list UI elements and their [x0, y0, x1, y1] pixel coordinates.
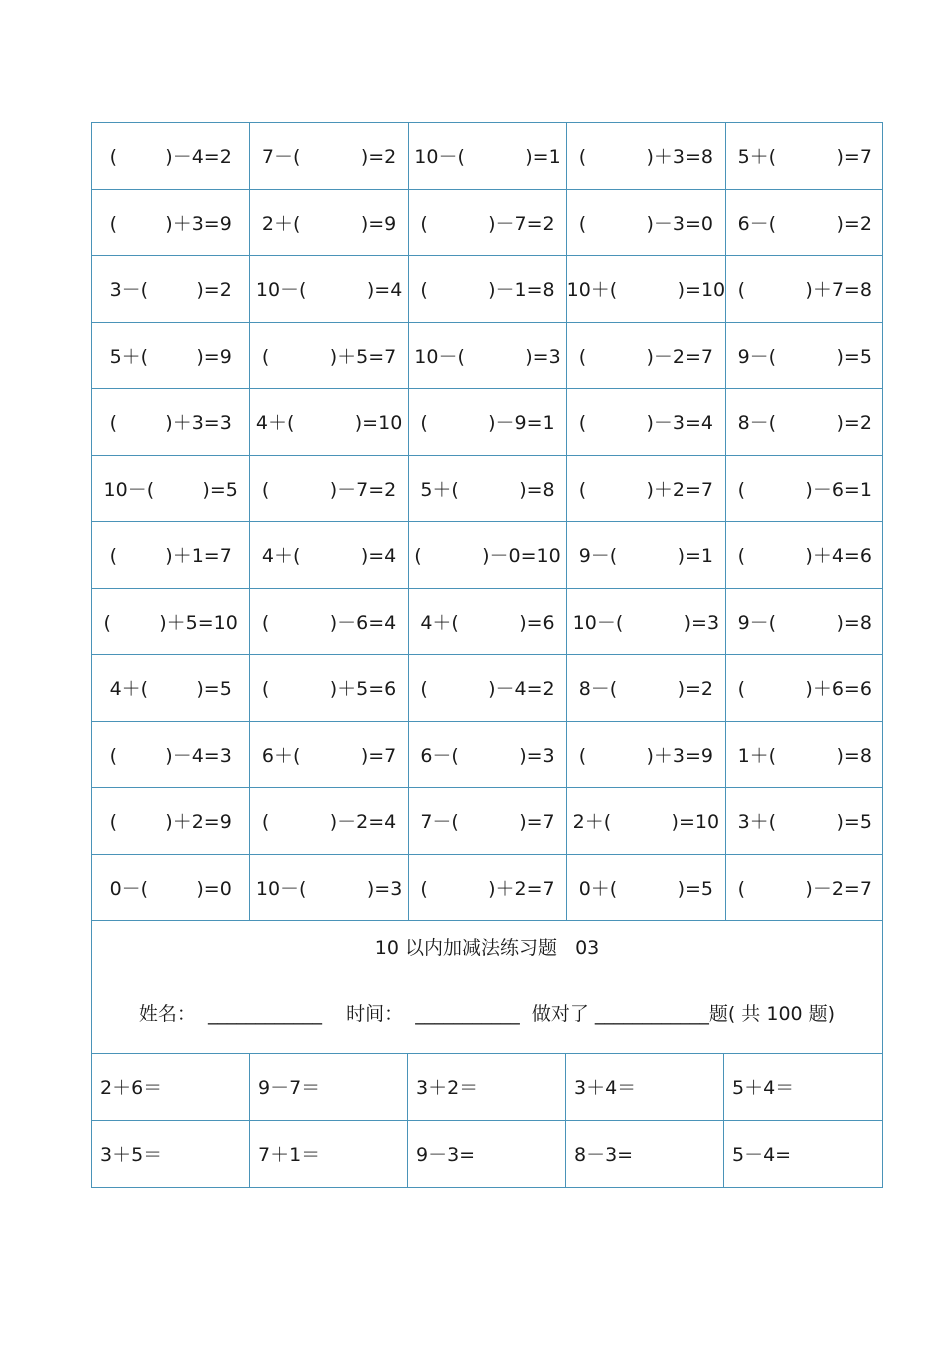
exercise-cell: 4＋( )=5 [92, 655, 250, 721]
exercise-cell: 10－( )=3 [409, 323, 567, 389]
exercise-row [92, 855, 882, 922]
question-cell: 9－3= [408, 1121, 566, 1188]
question-cell: 9－7＝ [250, 1054, 408, 1120]
exercise-cell: 2＋( )=10 [567, 788, 725, 854]
exercise-cell: ( )＋2=7 [409, 855, 567, 921]
exercise-cell: ( )＋2=9 [92, 788, 250, 854]
exercise-cell: 6－( )=2 [737, 212, 872, 235]
exercise-row [92, 389, 882, 456]
question-cell: 5＋4＝ [732, 1077, 795, 1100]
exercise-cell: ( )－2=7 [567, 323, 725, 389]
exercise-cell: ( )－1=8 [409, 256, 567, 322]
exercise-cell: 6＋( )=7 [250, 722, 408, 788]
exercise-cell: ( )＋3=9 [567, 722, 725, 788]
question-row [92, 1121, 882, 1188]
exercise-cell: ( )－4=3 [92, 722, 250, 788]
exercise-cell: ( )－3=0 [567, 190, 725, 256]
exercise-cell: 5＋( )=9 [92, 323, 250, 389]
exercise-cell: 0＋( )=5 [567, 855, 725, 921]
question-cell: 8－3= [566, 1121, 724, 1188]
exercise-cell: 4＋( )=4 [250, 522, 408, 588]
exercise-cell: 10＋( )=10 [567, 256, 725, 322]
exercise-cell: ( )－6=4 [250, 589, 408, 655]
exercise-cell: ( )＋3=3 [92, 389, 250, 455]
exercise-cell: 10－( )=3 [250, 855, 408, 921]
exercise-cell: 4＋( )=6 [409, 589, 567, 655]
exercise-cell: 9－( )=5 [737, 345, 872, 368]
exercise-cell: 10－( )=4 [250, 256, 408, 322]
worksheet-header [92, 921, 882, 1054]
exercise-cell: ( )－4=2 [409, 655, 567, 721]
question-cell: 3＋2＝ [408, 1054, 566, 1120]
exercise-cell: 7－( )=2 [250, 123, 408, 189]
exercise-cell: ( )－6=1 [737, 478, 872, 501]
exercise-row [92, 190, 882, 257]
question-cell: 3＋4＝ [566, 1054, 724, 1120]
exercise-cell: 0－( )=0 [92, 855, 250, 921]
exercise-cell: 9－( )=1 [567, 522, 725, 588]
question-cell: 5－4= [732, 1144, 792, 1167]
exercise-cell: ( )－3=4 [567, 389, 725, 455]
exercise-cell: 5＋( )=7 [737, 146, 872, 169]
exercise-cell: ( )＋7=8 [737, 279, 872, 302]
exercise-cell: 6－( )=3 [409, 722, 567, 788]
exercise-row [92, 788, 882, 855]
question-grid [92, 1054, 882, 1187]
exercise-cell: ( )＋4=6 [737, 545, 872, 568]
question-cell: 7＋1＝ [250, 1121, 408, 1188]
exercise-cell: 8－( )=2 [737, 412, 872, 435]
exercise-cell: 3＋( )=5 [737, 811, 872, 834]
student-info-line: 姓名： ____________ 时间： ___________ 做对了 ____________题( 共 100 题) [138, 1003, 836, 1025]
exercise-cell: ( )－0=10 [409, 522, 567, 588]
exercise-row [92, 522, 882, 589]
exercise-cell: ( )－7=2 [250, 456, 408, 522]
exercise-cell: 2＋( )=9 [250, 190, 408, 256]
exercise-row [92, 655, 882, 722]
exercise-cell: 1＋( )=8 [737, 744, 872, 767]
exercise-cell: 9－( )=8 [737, 611, 872, 634]
exercise-row [92, 256, 882, 323]
exercise-cell: 10－( )=1 [409, 123, 567, 189]
exercise-cell: ( )＋5=7 [250, 323, 408, 389]
exercise-row [92, 323, 882, 390]
exercise-cell: ( )＋3=8 [567, 123, 725, 189]
exercise-cell: ( )＋5=6 [250, 655, 408, 721]
exercise-cell: ( )－4=2 [92, 123, 250, 189]
question-cell: 2＋6＝ [92, 1054, 250, 1120]
exercise-cell: 5＋( )=8 [409, 456, 567, 522]
exercise-cell: ( )＋6=6 [737, 678, 872, 701]
worksheet-title: 10 以内加减法练习题 03 [374, 937, 600, 959]
exercise-cell: ( )＋5=10 [92, 589, 250, 655]
exercise-row [92, 123, 882, 190]
exercise-cell: 3－( )=2 [92, 256, 250, 322]
exercise-row [92, 722, 882, 789]
exercise-cell: ( )－2=7 [737, 877, 872, 900]
question-cell: 3＋5＝ [92, 1121, 250, 1188]
exercise-cell: ( )－9=1 [409, 389, 567, 455]
exercise-row [92, 456, 882, 523]
exercise-cell: 10－( )=3 [567, 589, 725, 655]
exercise-cell: ( )＋2=7 [567, 456, 725, 522]
exercise-cell: 8－( )=2 [567, 655, 725, 721]
exercise-cell: 10－( )=5 [92, 456, 250, 522]
exercise-cell: ( )＋1=7 [92, 522, 250, 588]
exercise-cell: ( )－2=4 [250, 788, 408, 854]
exercise-cell: 7－( )=7 [409, 788, 567, 854]
question-row [92, 1054, 882, 1121]
exercise-cell: ( )－7=2 [409, 190, 567, 256]
exercise-cell: 4＋( )=10 [250, 389, 408, 455]
exercise-row [92, 589, 882, 656]
worksheet-table [91, 122, 883, 1188]
exercise-cell: ( )＋3=9 [92, 190, 250, 256]
exercise-grid [92, 123, 882, 921]
